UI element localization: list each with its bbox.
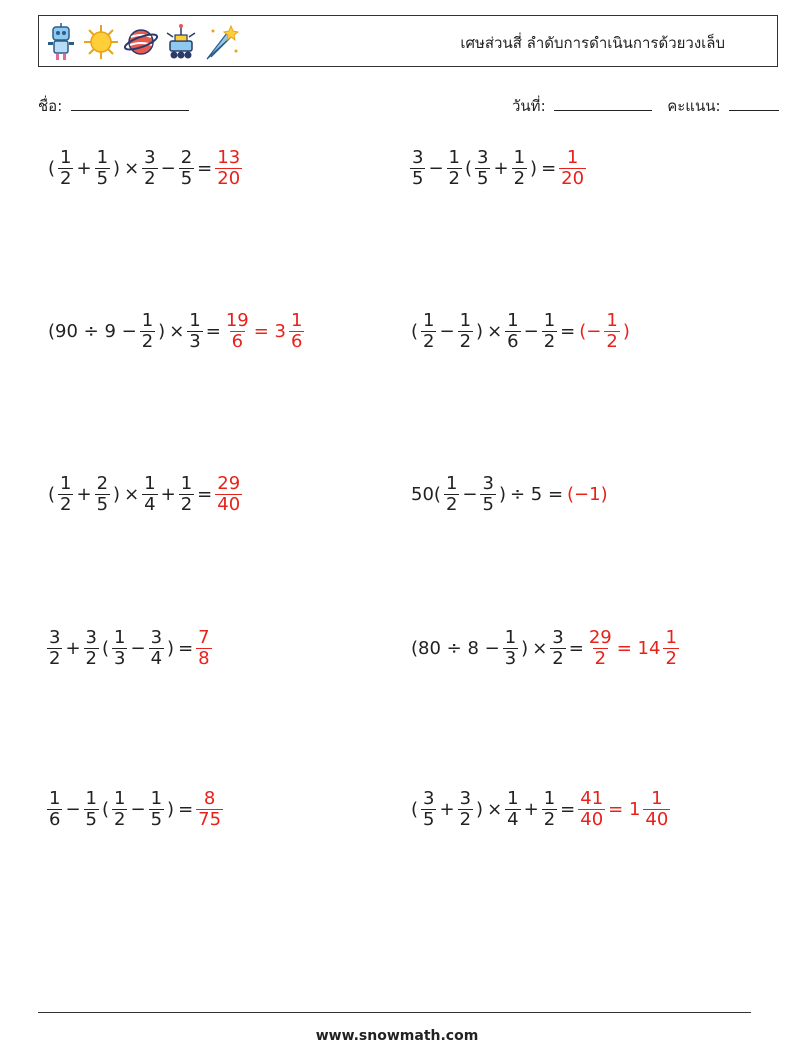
expression-text: (80 ÷ 8 − [411, 638, 500, 659]
problem-10 [409, 789, 671, 830]
numerator: 3 [423, 788, 435, 809]
expression-text: = [541, 158, 557, 179]
numerator: 1 [507, 310, 519, 331]
expression-text: + [493, 158, 509, 179]
numerator: 3 [150, 627, 163, 648]
fraction [196, 628, 211, 669]
fraction [215, 474, 242, 515]
numerator: 1 [423, 310, 435, 331]
expression-text: + [439, 799, 455, 820]
numerator: 3 [552, 627, 564, 648]
expression-text: + [160, 484, 176, 505]
fraction [58, 148, 73, 189]
denominator: 40 [217, 494, 241, 515]
fraction [95, 474, 110, 515]
numerator: 7 [198, 627, 210, 648]
numerator: 3 [482, 473, 494, 494]
expression-text: − [439, 321, 455, 342]
fraction [542, 311, 557, 352]
denominator: 75 [198, 809, 222, 830]
denominator: 6 [507, 331, 519, 352]
fraction [663, 628, 678, 669]
denominator: 3 [114, 648, 126, 669]
expression-text: = [560, 321, 576, 342]
expression-text: = [205, 321, 221, 342]
numerator: 19 [225, 310, 249, 331]
numerator: 3 [144, 147, 156, 168]
denominator: 8 [198, 648, 210, 669]
expression-text: − [462, 484, 478, 505]
denominator: 5 [150, 809, 163, 830]
numerator: 1 [49, 788, 61, 809]
fraction [224, 311, 251, 352]
denominator: 5 [85, 809, 97, 830]
problem-7 [46, 628, 213, 669]
fraction [421, 311, 436, 352]
denominator: 3 [189, 331, 201, 352]
denominator: 40 [645, 809, 669, 830]
footer-divider [38, 1012, 751, 1013]
answer [577, 789, 671, 830]
denominator: 2 [448, 168, 460, 189]
denominator: 2 [459, 809, 472, 830]
answer [223, 311, 306, 352]
denominator: 6 [291, 331, 303, 352]
expression-text: × [487, 799, 503, 820]
denominator: 6 [49, 809, 61, 830]
fraction [421, 789, 436, 830]
expression-text: = [178, 799, 194, 820]
expression-text: = [197, 158, 213, 179]
denominator: 2 [513, 168, 526, 189]
expression-text: ( [411, 321, 419, 342]
expression-text: ) [476, 321, 484, 342]
expression-text: ) [113, 484, 121, 505]
fraction [505, 311, 520, 352]
expression-text: ( [411, 799, 419, 820]
numerator: 1 [60, 147, 72, 168]
numerator: 3 [412, 147, 424, 168]
expression-text: ) [530, 158, 538, 179]
expression-text: ) [113, 158, 121, 179]
robot-icon [43, 21, 79, 63]
numerator: 8 [203, 788, 216, 809]
expression-text: + [76, 484, 92, 505]
numerator: 2 [96, 473, 109, 494]
problem-2 [409, 148, 587, 189]
denominator: 4 [507, 809, 519, 830]
denominator: 5 [477, 168, 489, 189]
denominator: 20 [561, 168, 585, 189]
denominator: 2 [445, 494, 458, 515]
expression-text: ) [167, 638, 175, 659]
expression-text: ) [167, 799, 175, 820]
denominator: 2 [665, 648, 677, 669]
numerator: 41 [580, 788, 604, 809]
denominator: 2 [423, 331, 435, 352]
numerator: 1 [114, 627, 126, 648]
denominator: 2 [49, 648, 61, 669]
numerator: 1 [96, 147, 109, 168]
denominator: 2 [144, 168, 156, 189]
numerator: 3 [477, 147, 489, 168]
denominator: 6 [231, 331, 244, 352]
denominator: 5 [96, 168, 109, 189]
denominator: 40 [580, 809, 604, 830]
fraction [512, 148, 527, 189]
fraction [444, 474, 459, 515]
expression-text: − [65, 799, 81, 820]
numerator: 1 [291, 310, 303, 331]
numerator: 3 [49, 627, 61, 648]
name-label: ชื่อ: [38, 97, 63, 115]
expression-text: + [523, 799, 539, 820]
expression-text: ( [102, 799, 110, 820]
problem-6 [409, 474, 610, 515]
numerator: 1 [114, 788, 126, 809]
numerator: 3 [459, 788, 472, 809]
fraction [542, 789, 557, 830]
expression-text: = [178, 638, 194, 659]
answer [195, 628, 212, 669]
numerator: 1 [144, 473, 156, 494]
expression-text: − [160, 158, 176, 179]
numerator: 1 [189, 310, 201, 331]
numerator: 29 [588, 627, 612, 648]
numerator: 1 [665, 627, 677, 648]
answer [577, 311, 632, 352]
rover-icon [163, 21, 199, 63]
expression-text: = 3 [253, 321, 287, 342]
numerator: 1 [60, 473, 72, 494]
answer [565, 484, 610, 505]
expression-text: ) [498, 484, 506, 505]
date-label: วันที่: [512, 97, 546, 115]
worksheet-title: เศษส่วนสี่ ลำดับการดำเนินการด้วยวงเล็บ [460, 34, 725, 52]
expression-text: − [523, 321, 539, 342]
denominator: 5 [482, 494, 494, 515]
denominator: 5 [180, 168, 193, 189]
denominator: 2 [459, 331, 472, 352]
denominator: 3 [504, 648, 517, 669]
expression-text: + [76, 158, 92, 179]
expression-text: ( [102, 638, 110, 659]
expression-text: × [124, 484, 140, 505]
answer [558, 148, 587, 189]
fraction [458, 789, 473, 830]
fraction [289, 311, 304, 352]
answer [195, 789, 224, 830]
denominator: 4 [150, 648, 163, 669]
fraction [196, 789, 223, 830]
expression-text: × [532, 638, 548, 659]
numerator: 1 [651, 788, 663, 809]
expression-text: ) [521, 638, 529, 659]
worksheet-header [38, 15, 778, 67]
date-blank[interactable] [554, 109, 652, 111]
denominator: 2 [552, 648, 564, 669]
denominator: 2 [114, 809, 126, 830]
fraction [475, 148, 490, 189]
fraction [179, 474, 194, 515]
score-label: คะแนน: [667, 97, 721, 115]
problem-5 [46, 474, 243, 515]
name-field [38, 94, 189, 118]
denominator: 2 [60, 168, 72, 189]
expression-text: − [130, 799, 146, 820]
name-blank[interactable] [71, 109, 189, 111]
numerator: 1 [445, 473, 458, 494]
answer [586, 628, 680, 669]
comet-icon [203, 21, 239, 63]
expression-text: × [487, 321, 503, 342]
fraction [187, 311, 202, 352]
expression-text: = [197, 484, 213, 505]
fraction [149, 628, 164, 669]
fraction [84, 628, 99, 669]
fraction [559, 148, 586, 189]
footer-url: www.snowmath.com [315, 1028, 479, 1044]
expression-text: − [130, 638, 146, 659]
denominator: 20 [217, 168, 241, 189]
numerator: 1 [513, 147, 526, 168]
expression-text: = [568, 638, 584, 659]
denominator: 5 [412, 168, 424, 189]
expression-text: = [560, 799, 576, 820]
expression-text: ( [48, 158, 56, 179]
denominator: 2 [543, 331, 556, 352]
date-score-field [512, 94, 779, 118]
fraction [503, 628, 518, 669]
fraction [112, 789, 127, 830]
problem-8 [409, 628, 680, 669]
expression-text: ) [158, 321, 166, 342]
fraction [142, 148, 157, 189]
numerator: 1 [85, 788, 97, 809]
expression-text: × [124, 158, 140, 179]
fraction [550, 628, 565, 669]
numerator: 1 [448, 147, 460, 168]
expression-text: (90 ÷ 9 − [48, 321, 137, 342]
fraction [505, 789, 520, 830]
fraction [480, 474, 495, 515]
fraction [112, 628, 127, 669]
fraction [47, 628, 62, 669]
denominator: 2 [606, 331, 618, 352]
numerator: 29 [217, 473, 241, 494]
denominator: 2 [141, 331, 154, 352]
problem-1 [46, 148, 243, 189]
numerator: 1 [507, 788, 519, 809]
expression-text: (−1) [567, 484, 608, 505]
expression-text: ( [48, 484, 56, 505]
numerator: 2 [180, 147, 193, 168]
expression-text: ÷ 5 = [509, 484, 564, 505]
fraction [458, 311, 473, 352]
numerator: 1 [141, 310, 154, 331]
fraction [447, 148, 462, 189]
expression-text: = 1 [608, 799, 641, 820]
numerator: 1 [459, 310, 472, 331]
denominator: 2 [60, 494, 72, 515]
numerator: 1 [504, 627, 517, 648]
fraction [142, 474, 157, 515]
planet-icon [123, 21, 159, 63]
fraction [410, 148, 425, 189]
denominator: 2 [594, 648, 607, 669]
fraction [84, 789, 99, 830]
expression-text: 50( [411, 484, 441, 505]
denominator: 4 [144, 494, 156, 515]
fraction [179, 148, 194, 189]
expression-text: + [65, 638, 81, 659]
expression-text: ) [476, 799, 484, 820]
problem-4 [409, 311, 632, 352]
numerator: 1 [543, 788, 556, 809]
expression-text: ) [622, 321, 630, 342]
numerator: 13 [217, 147, 241, 168]
fraction [215, 148, 242, 189]
fraction [140, 311, 155, 352]
numerator: 3 [85, 627, 97, 648]
denominator: 5 [423, 809, 435, 830]
problem-3 [46, 311, 305, 352]
expression-text: (− [579, 321, 602, 342]
expression-text: − [428, 158, 444, 179]
answer [214, 474, 243, 515]
denominator: 2 [85, 648, 97, 669]
header-icons [43, 21, 239, 63]
numerator: 1 [543, 310, 556, 331]
fraction [149, 789, 164, 830]
numerator: 1 [606, 310, 618, 331]
fraction [95, 148, 110, 189]
fraction [47, 789, 62, 830]
fraction [643, 789, 670, 830]
fraction [587, 628, 614, 669]
sun-icon [83, 21, 119, 63]
numerator: 1 [566, 147, 579, 168]
fraction [578, 789, 605, 830]
problem-9 [46, 789, 224, 830]
score-blank[interactable] [729, 109, 779, 111]
numerator: 1 [150, 788, 163, 809]
expression-text: = 14 [616, 638, 661, 659]
denominator: 2 [180, 494, 193, 515]
numerator: 1 [180, 473, 193, 494]
expression-text: × [169, 321, 185, 342]
expression-text: ( [465, 158, 473, 179]
fraction [604, 311, 619, 352]
fraction [58, 474, 73, 515]
answer [214, 148, 243, 189]
denominator: 5 [96, 494, 109, 515]
denominator: 2 [543, 809, 556, 830]
